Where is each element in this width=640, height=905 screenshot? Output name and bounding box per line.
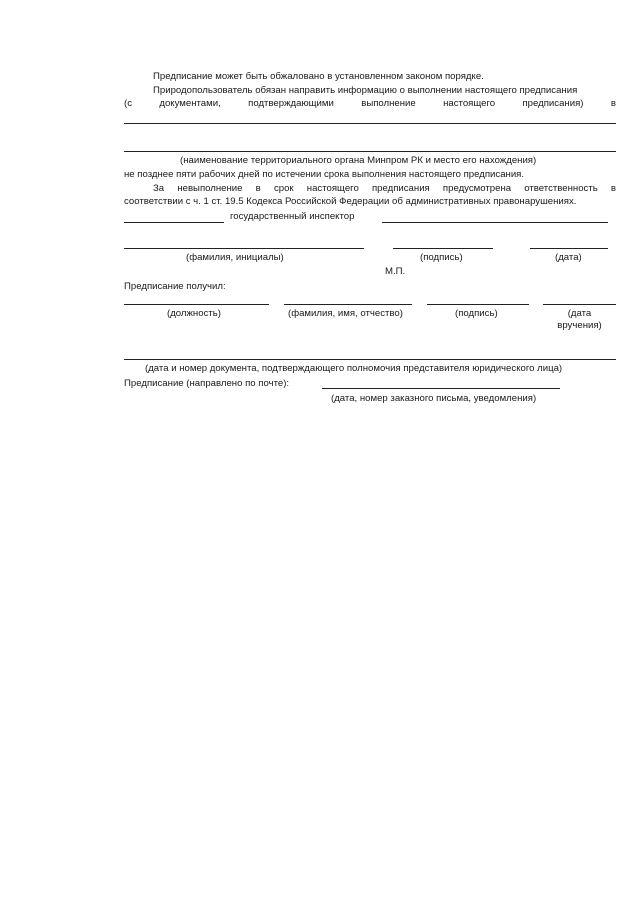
signature-line [393,248,493,249]
word: предписания [371,183,430,194]
mail-label: Предписание (направлено по почте): [124,378,290,389]
inspector-label: государственный инспектор [230,211,355,222]
word: настоящего [306,183,359,194]
word: ответственность [524,183,598,194]
fio-caption: (фамилия, инициалы) [186,252,284,263]
signature-caption: (подпись) [420,252,463,263]
inspector-title-line [124,222,224,223]
received-label: Предписание получил: [124,281,226,292]
mail-line [322,388,560,389]
obligation-paragraph-continued [124,98,616,110]
position-line [124,304,269,305]
appeal-paragraph: Предписание может быть обжаловано в установленном законом порядке. [153,71,484,82]
liability-paragraph-continued: соответствии с ч. 1 ст. 19.5 Кодекса Российской Федерации об административных правонарушениях. [124,196,577,207]
delivery-date-caption-2: вручения) [557,320,602,331]
delivery-date-line [543,304,616,305]
word: срок [273,183,294,194]
stamp-place: М.П. [385,266,406,277]
rep-doc-caption: (дата и номер документа, подтверждающего полномочия представителя юридического лица) [145,363,563,374]
mail-caption: (дата, номер заказного письма, уведомления) [331,393,537,404]
word: в [255,183,261,194]
word: в [610,183,616,194]
org-field-line-2 [124,151,616,152]
word: (с [124,98,132,109]
deadline-paragraph: не позднее пяти рабочих дней по истечении срока выполнения настоящего предписания. [124,169,525,180]
word: в [610,98,616,109]
rep-doc-line [124,359,616,360]
signature-caption-2: (подпись) [455,308,498,319]
word: предписания) [522,98,584,109]
word: подтверждающими [248,98,334,109]
position-caption: (должность) [167,308,221,319]
word: выполнение [361,98,416,109]
signature-line-2 [427,304,529,305]
word: документами, [159,98,221,109]
inspector-name-line [382,222,608,223]
word: предусмотрена [442,183,512,194]
word: За [153,183,165,194]
date-line [530,248,608,249]
word: настоящего [443,98,496,109]
date-caption: (дата) [555,252,582,263]
full-name-line [284,304,412,305]
full-name-caption: (фамилия, имя, отчество) [288,308,403,319]
word: невыполнение [177,183,243,194]
fio-line [124,248,364,249]
org-caption: (наименование территориального органа Минпром РК и место его нахождения) [180,155,537,166]
delivery-date-caption-1: (дата [567,308,592,319]
org-field-line-1 [124,123,616,124]
liability-paragraph [153,183,616,195]
obligation-paragraph: Природопользователь обязан направить информацию о выполнении настоящего предписания [153,85,578,96]
